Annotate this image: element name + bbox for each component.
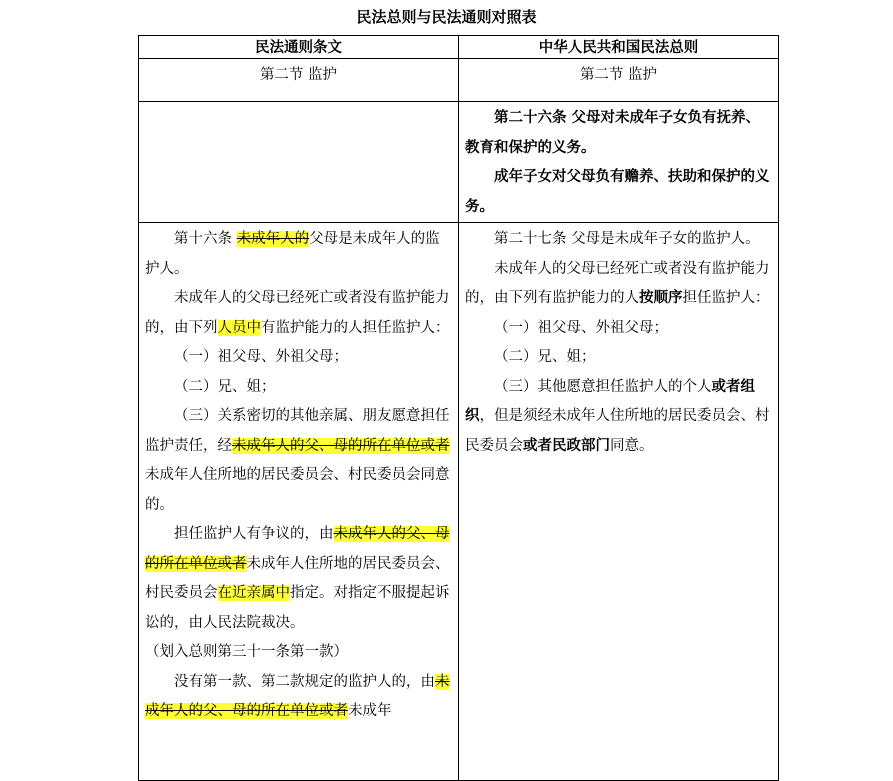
text-run: 未成年人的父母已经死亡或者没有监护能力的，由下列有监护能力的人: [465, 260, 770, 306]
text-run: 第十六条: [174, 231, 237, 247]
right-article-26: [459, 102, 779, 223]
left-para-4: [145, 520, 452, 638]
article-26-para-1: 第二十六条 父母对未成年子女负有抚养、教育和保护的义务。: [465, 110, 761, 156]
left-para-1: [145, 225, 452, 284]
left-item-2: （二）兄、姐；: [174, 378, 276, 395]
text-run: 担任监护人有争议的，由: [174, 526, 334, 542]
text-run: 未成年人的父母已经死亡或者没有监护能力的，由下列: [145, 290, 450, 336]
left-note: （划入总则第三十一条第一款）: [145, 644, 348, 660]
text-run: 未成年: [348, 703, 392, 719]
article-26-para-2: 成年子女对父母负有赡养、扶助和保护的义务。: [465, 169, 770, 215]
text-run: 未成年人住所地的居民委员会、村民委员会同意的。: [145, 467, 450, 513]
text-run: 有监护能力的人担任监护人：: [261, 319, 450, 336]
header-row: [139, 36, 779, 59]
left-column-header: 民法通则条文: [139, 36, 459, 59]
right-section-title: 第二节 监护: [459, 59, 779, 102]
deleted-text: 未成年人的父、母的所在单位或者: [145, 526, 450, 572]
left-section-title: 第二节 监护: [139, 59, 459, 102]
right-article-27: [459, 223, 779, 781]
right-item-1: （一）祖父母、外祖父母；: [494, 319, 668, 336]
bold-text: 按顺序: [639, 290, 683, 306]
deleted-text: 未成年人的: [236, 231, 310, 247]
document-title: 民法总则与民法通则对照表: [356, 8, 537, 26]
section-row: [139, 59, 779, 102]
left-article-16: [139, 223, 459, 781]
comparison-table: [138, 35, 779, 781]
bold-text: 或者组织: [465, 378, 755, 424]
highlighted-text: 在近亲属中: [217, 585, 290, 601]
deleted-text: 未成年人的父、母的所在单位或者: [145, 673, 450, 719]
highlighted-text: 人员中: [217, 319, 261, 336]
text-run: 没有第一款、第二款规定的监护人的，由: [174, 673, 435, 690]
deleted-text: 未成年人的父、母的所在单位或者: [232, 437, 450, 454]
text-run: 未成年人住所地的居民委员会、村民委员会: [145, 555, 450, 601]
left-para-2: [145, 284, 452, 343]
text-run: 同意。: [610, 437, 654, 454]
right-para-1: 第二十七条 父母是未成年子女的监护人。: [494, 231, 760, 247]
left-empty-cell: [139, 102, 459, 223]
text-run: 指定。对指定不服提起诉讼的，由人民法院裁决。: [145, 585, 450, 631]
left-item-1: （一）祖父母、外祖父母；: [174, 349, 348, 365]
text-run: 父母是未成年人的监护人。: [145, 231, 440, 277]
right-para-2: [465, 255, 772, 314]
right-item-2: （二）兄、姐；: [494, 349, 596, 365]
text-run: ，但是须经未成年人住所地的居民委员会、村民委员会: [465, 408, 770, 454]
text-run: 担任监护人：: [682, 290, 770, 306]
article-main-row: [139, 223, 779, 781]
bold-text: 或者民政部门: [523, 437, 610, 454]
article-26-row: [139, 102, 779, 223]
left-para-5: [145, 668, 452, 727]
right-item-3: [465, 373, 772, 462]
text-run: （三）其他愿意担任监护人的个人: [494, 378, 712, 395]
right-column-header: 中华人民共和国民法总则: [459, 36, 779, 59]
left-item-3: [145, 402, 452, 520]
text-run: （三）关系密切的其他亲属、朋友愿意担任监护责任，经: [145, 408, 450, 454]
